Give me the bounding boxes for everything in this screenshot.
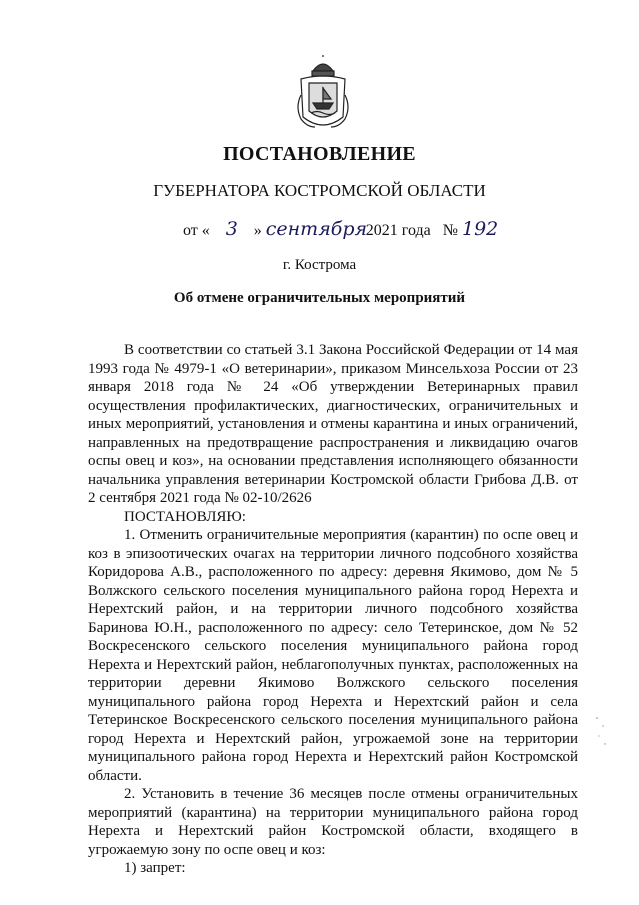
scan-speckles bbox=[593, 712, 609, 752]
date-day-handwritten: 3 bbox=[225, 218, 238, 240]
date-mid: » bbox=[253, 222, 262, 239]
item-2-paragraph: 2. Установить в течение 36 месяцев после отмены ограничительных мероприятий (карантина) на территории муниципального района город Нерехта и Нерехтский район Костромской области, входящего в угрожаемую зону по оспе овец и коз: bbox=[88, 786, 578, 858]
city-line: г. Кострома bbox=[282, 257, 357, 273]
item-1-paragraph: 1. Отменить ограничительные мероприятия (карантин) по оспе овец и коз в эпизоотических очагах на территории личного подсобного хозяйства Коридорова А.В., расположенного по адресу: деревня Якимово, дом № 5 Волжского сельского поселения муниципального района город Нерехта и Нерехтский район, и на территории личного подсобного хозяйства Баринова Ю.Н., расположенного по адресу: село Тетеринское, дом № 52 Воскресенского сельского поселения муниципального района город Нерехта и Нерехтский район, неблагополучных пунктах, расположенных на территории деревни Якимово Волжского сельского поселения муниципального района город Нерехта и Нерехтский район и села Тетеринское Воскресенского сельского поселения муниципального района город Нерехта и Нерехтский район, угрожаемой зоне на территории муниципального района город Нерехта и Нерехтский район Костромской области. bbox=[88, 527, 578, 784]
document-type-heading: ПОСТАНОВЛЕНИЕ bbox=[223, 143, 416, 165]
document-number-handwritten: 192 bbox=[462, 218, 499, 240]
date-prefix: от « bbox=[183, 222, 210, 239]
document-title: Об отмене ограничительных мероприятий bbox=[173, 290, 466, 306]
decree-word: ПОСТАНОВЛЯЮ: bbox=[124, 508, 246, 525]
preamble-paragraph: В соответствии со статьей 3.1 Закона Российской Федерации от 14 мая 1993 года № 4979-1 «О ветеринарии», приказом Минсельхоза России от 23 января 2018 года № 24 «Об утверждении Ветеринарных правил осуществления профилактических, диагностических, ограничительных и иных мероприятий, установления и отмены карантина и иных ограничений, направленных на предотвращение распространения и ликвидацию очагов оспы овец и коз», на основании представления исполняющего обязанности начальника управления ветеринарии Костромской области Грибова Д.В. от 2 сентября 2021 года № 02-10/2626 bbox=[88, 342, 578, 506]
issuer-heading: ГУБЕРНАТОРА КОСТРОМСКОЙ ОБЛАСТИ bbox=[153, 181, 486, 200]
date-number-line bbox=[183, 218, 498, 240]
date-year: 2021 года bbox=[365, 222, 431, 239]
document-body bbox=[88, 341, 578, 878]
coat-of-arms-emblem bbox=[293, 55, 353, 135]
item-2-subitem-1: 1) запрет: bbox=[124, 860, 186, 876]
date-month-handwritten: сентября bbox=[265, 218, 368, 240]
number-prefix: № bbox=[442, 222, 458, 239]
